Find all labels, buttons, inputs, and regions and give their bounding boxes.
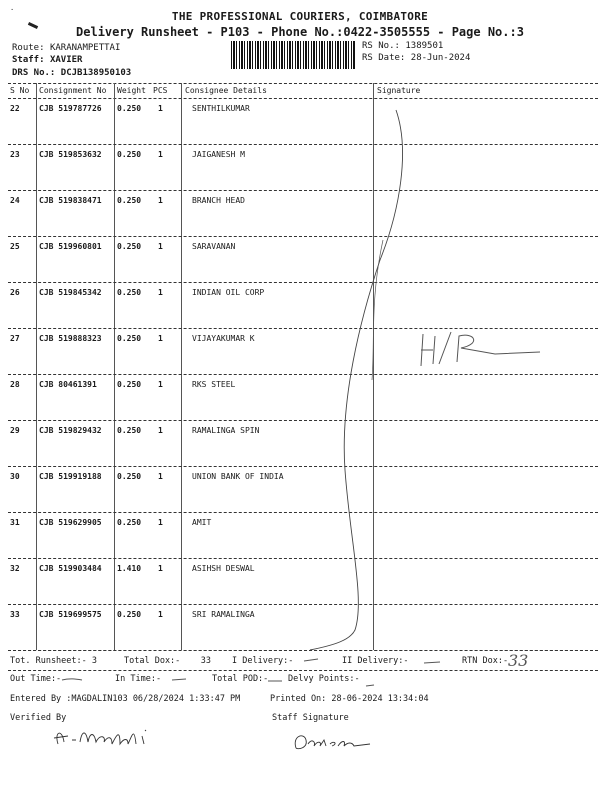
row-consignee: RAMALINGA SPIN [192,426,260,435]
row-pcs: 1 [158,288,163,297]
in-time: In Time:- [115,674,162,684]
row-consignment-no: CJB 519888323 [39,334,102,343]
company-title: THE PROFESSIONAL COURIERS, COIMBATORE [171,10,429,23]
col-header-pcs: PCS [153,86,168,95]
delvy-points: Delvy Points:- [288,674,360,684]
row-sno: 31 [10,518,20,527]
row-consignment-no: CJB 519960801 [39,242,102,251]
row-weight: 0.250 [117,472,142,481]
row-consignment-no: CJB 519903484 [39,564,102,573]
row-sno: 32 [10,564,20,573]
row-weight: 0.250 [117,104,142,113]
row-pcs: 1 [158,196,163,205]
row-pcs: 1 [158,334,163,343]
remark-hr [415,330,545,374]
row-pcs: 1 [158,518,163,527]
rs-no-value: 1389501 [405,41,444,51]
drs-label: DRS No.: [12,68,56,78]
row-weight: 1.410 [117,564,142,573]
row-pcs: 1 [158,610,163,619]
row-sno: 27 [10,334,20,343]
row-pcs: 1 [158,564,163,573]
row-consignment-no: CJB 519853632 [39,150,102,159]
entered-by: Entered By :MAGDALIN103 06/28/2024 1:33:47 PM [10,694,241,704]
row-weight: 0.250 [117,426,142,435]
row-consignee: ASIHSH DESWAL [192,564,255,573]
row-weight: 0.250 [117,242,142,251]
rs-date-label: RS Date: [362,53,406,63]
row-consignment-no: CJB 519829432 [39,426,102,435]
row-weight: 0.250 [117,288,142,297]
route-value: KARANAMPETTAI [49,43,121,53]
col-header-consignee: Consignee Details [185,86,267,95]
col-header-consignment: Consignment No [39,86,107,95]
row-pcs: 1 [158,472,163,481]
tot-runsheet: Tot. Runsheet:- 3 [10,656,97,666]
total-dox: Total Dox:- 33 [124,656,211,666]
row-consignee: SARAVANAN [192,242,236,251]
remark-hr-glyphs [415,330,545,370]
row-sno: 28 [10,380,20,389]
row-sno: 22 [10,104,20,113]
row-sno: 26 [10,288,20,297]
row-consignment-no: CJB 519845342 [39,288,102,297]
col-header-weight: Weight [117,86,146,95]
runsheet-subtitle: Delivery Runsheet - P103 - Phone No.:0422-3505555 - Page No.:3 [76,25,524,39]
staff-label: Staff: [12,55,45,65]
verified-by-label: Verified By [10,713,67,723]
row-sno: 30 [10,472,20,481]
row-consignee: SRI RAMALINGA [192,610,255,619]
rtn-dox-handwritten: 33 [508,651,529,670]
row-consignee: AMIT [192,518,212,527]
row-sno: 24 [10,196,20,205]
row-weight: 0.250 [117,150,142,159]
col-header-signature: Signature [377,86,421,95]
row-consignee: RKS STEEL [192,380,236,389]
col-header-sno: S No [10,86,30,95]
corner-mark: · [10,6,15,14]
rs-no-label: RS No.: [362,41,400,51]
row-consignee: JAIGANESH M [192,150,245,159]
remark-hr-text [415,330,416,331]
delivery-dashes [300,655,460,667]
row-consignee: INDIAN OIL CORP [192,288,265,297]
row-consignee: BRANCH HEAD [192,196,245,205]
out-time: Out Time:- [10,674,62,684]
staff-signature-label: Staff Signature [272,713,349,723]
i-delivery: I Delivery:- [232,656,294,666]
row-sno: 25 [10,242,20,251]
footer-mid-rule [8,670,598,671]
row-consignment-no: CJB 519629905 [39,518,102,527]
time-dashes [60,674,380,688]
row-pcs: 1 [158,380,163,389]
row-sno: 23 [10,150,20,159]
row-weight: 0.250 [117,610,142,619]
row-weight: 0.250 [117,380,142,389]
route-label: Route: [12,43,45,53]
row-pcs: 1 [158,104,163,113]
row-consignee: VIJAYAKUMAR K [192,334,255,343]
rs-date-value: 28-Jun-2024 [410,53,471,63]
row-consignee: UNION BANK OF INDIA [192,472,284,481]
ii-delivery: II Delivery:- [342,656,409,666]
row-weight: 0.250 [117,518,142,527]
row-sno: 33 [10,610,20,619]
row-sno: 29 [10,426,20,435]
row-consignment-no: CJB 519838471 [39,196,102,205]
rtn-dox: RTN Dox:- [462,656,509,666]
row-consignment-no: CJB 519699575 [39,610,102,619]
row-weight: 0.250 [117,196,142,205]
total-pod: Total POD:- [212,674,269,684]
row-weight: 0.250 [117,334,142,343]
staff-signature [290,728,380,754]
row-consignment-no: CJB 519787726 [39,104,102,113]
row-pcs: 1 [158,150,163,159]
row-consignment-no: CJB 519919188 [39,472,102,481]
staff-value: XAVIER [49,55,83,65]
row-pcs: 1 [158,242,163,251]
drs-value: DCJB138950103 [60,68,132,78]
row-consignment-no: CJB 80461391 [39,380,97,389]
printed-on: Printed On: 28-06-2024 13:34:04 [270,694,429,704]
row-pcs: 1 [158,426,163,435]
row-consignee: SENTHILKUMAR [192,104,250,113]
verified-signature [50,722,170,752]
